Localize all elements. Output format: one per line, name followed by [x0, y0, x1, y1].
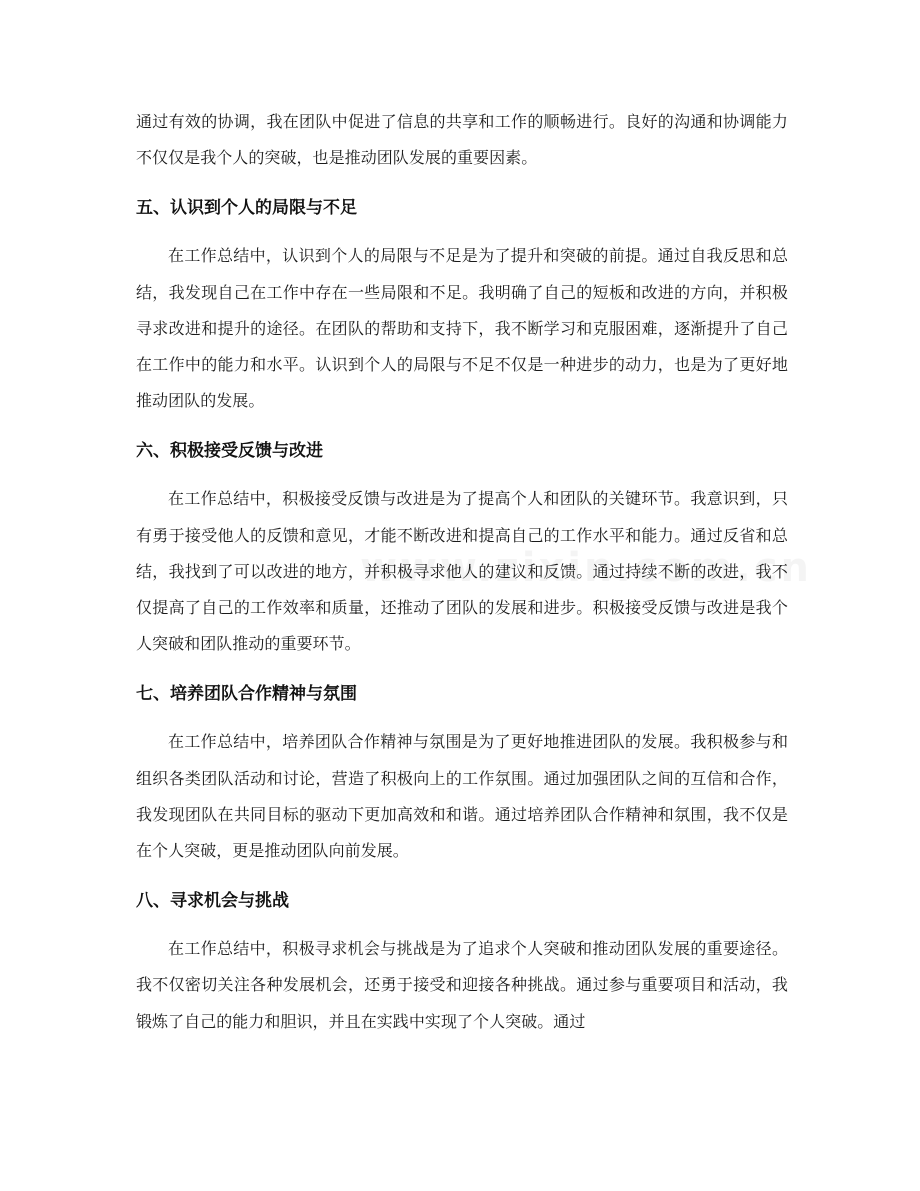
section-heading-8: 八、寻求机会与挑战 — [136, 891, 289, 912]
section-heading-7: 七、培养团队合作精神与氛围 — [136, 684, 357, 705]
document-body — [136, 104, 788, 1040]
section-body-7: 在工作总结中，培养团队合作精神与氛围是为了更好地推进团队的发展。我积极参与和组织各类团队活动和讨论，营造了积极向上的工作氛围。通过加强团队之间的互信和合作，我发现团队在共同目标的驱动下更加高效和和谐。通过培养团队合作精神和氛围，我不仅是在个人突破，更是推动团队向前发展。 — [136, 732, 788, 861]
section-heading-6: 六、积极接受反馈与改进 — [136, 441, 323, 462]
section-body-8: 在工作总结中，积极寻求机会与挑战是为了追求个人突破和推动团队发展的重要途径。我不仅密切关注各种发展机会，还勇于接受和迎接各种挑战。通过参与重要项目和活动，我锻炼了自己的能力和胆识，并且在实践中实现了个人突破。通过 — [136, 939, 788, 1031]
section-body-6: 在工作总结中，积极接受反馈与改进是为了提高个人和团队的关键环节。我意识到，只有勇于接受他人的反馈和意见，才能不断改进和提高自己的工作水平和能力。通过反省和总结，我找到了可以改进的地方，并积极寻求他人的建议和反馈。通过持续不断的改进，我不仅提高了自己的工作效率和质量，还推动了团队的发展和进步。积极接受反馈与改进是我个人突破和团队推动的重要环节。 — [136, 489, 788, 654]
intro-paragraph: 通过有效的协调，我在团队中促进了信息的共享和工作的顺畅进行。良好的沟通和协调能力不仅仅是我个人的突破，也是推动团队发展的重要因素。 — [136, 112, 788, 168]
section-body-5: 在工作总结中，认识到个人的局限与不足是为了提升和突破的前提。通过自我反思和总结，我发现自己在工作中存在一些局限和不足。我明确了自己的短板和改进的方向，并积极寻求改进和提升的途径。在团队的帮助和支持下，我不断学习和克服困难，逐渐提升了自己在工作中的能力和水平。认识到个人的局限与不足不仅是一种进步的动力，也是为了更好地推动团队的发展。 — [136, 246, 788, 411]
section-heading-5: 五、认识到个人的局限与不足 — [136, 198, 357, 219]
